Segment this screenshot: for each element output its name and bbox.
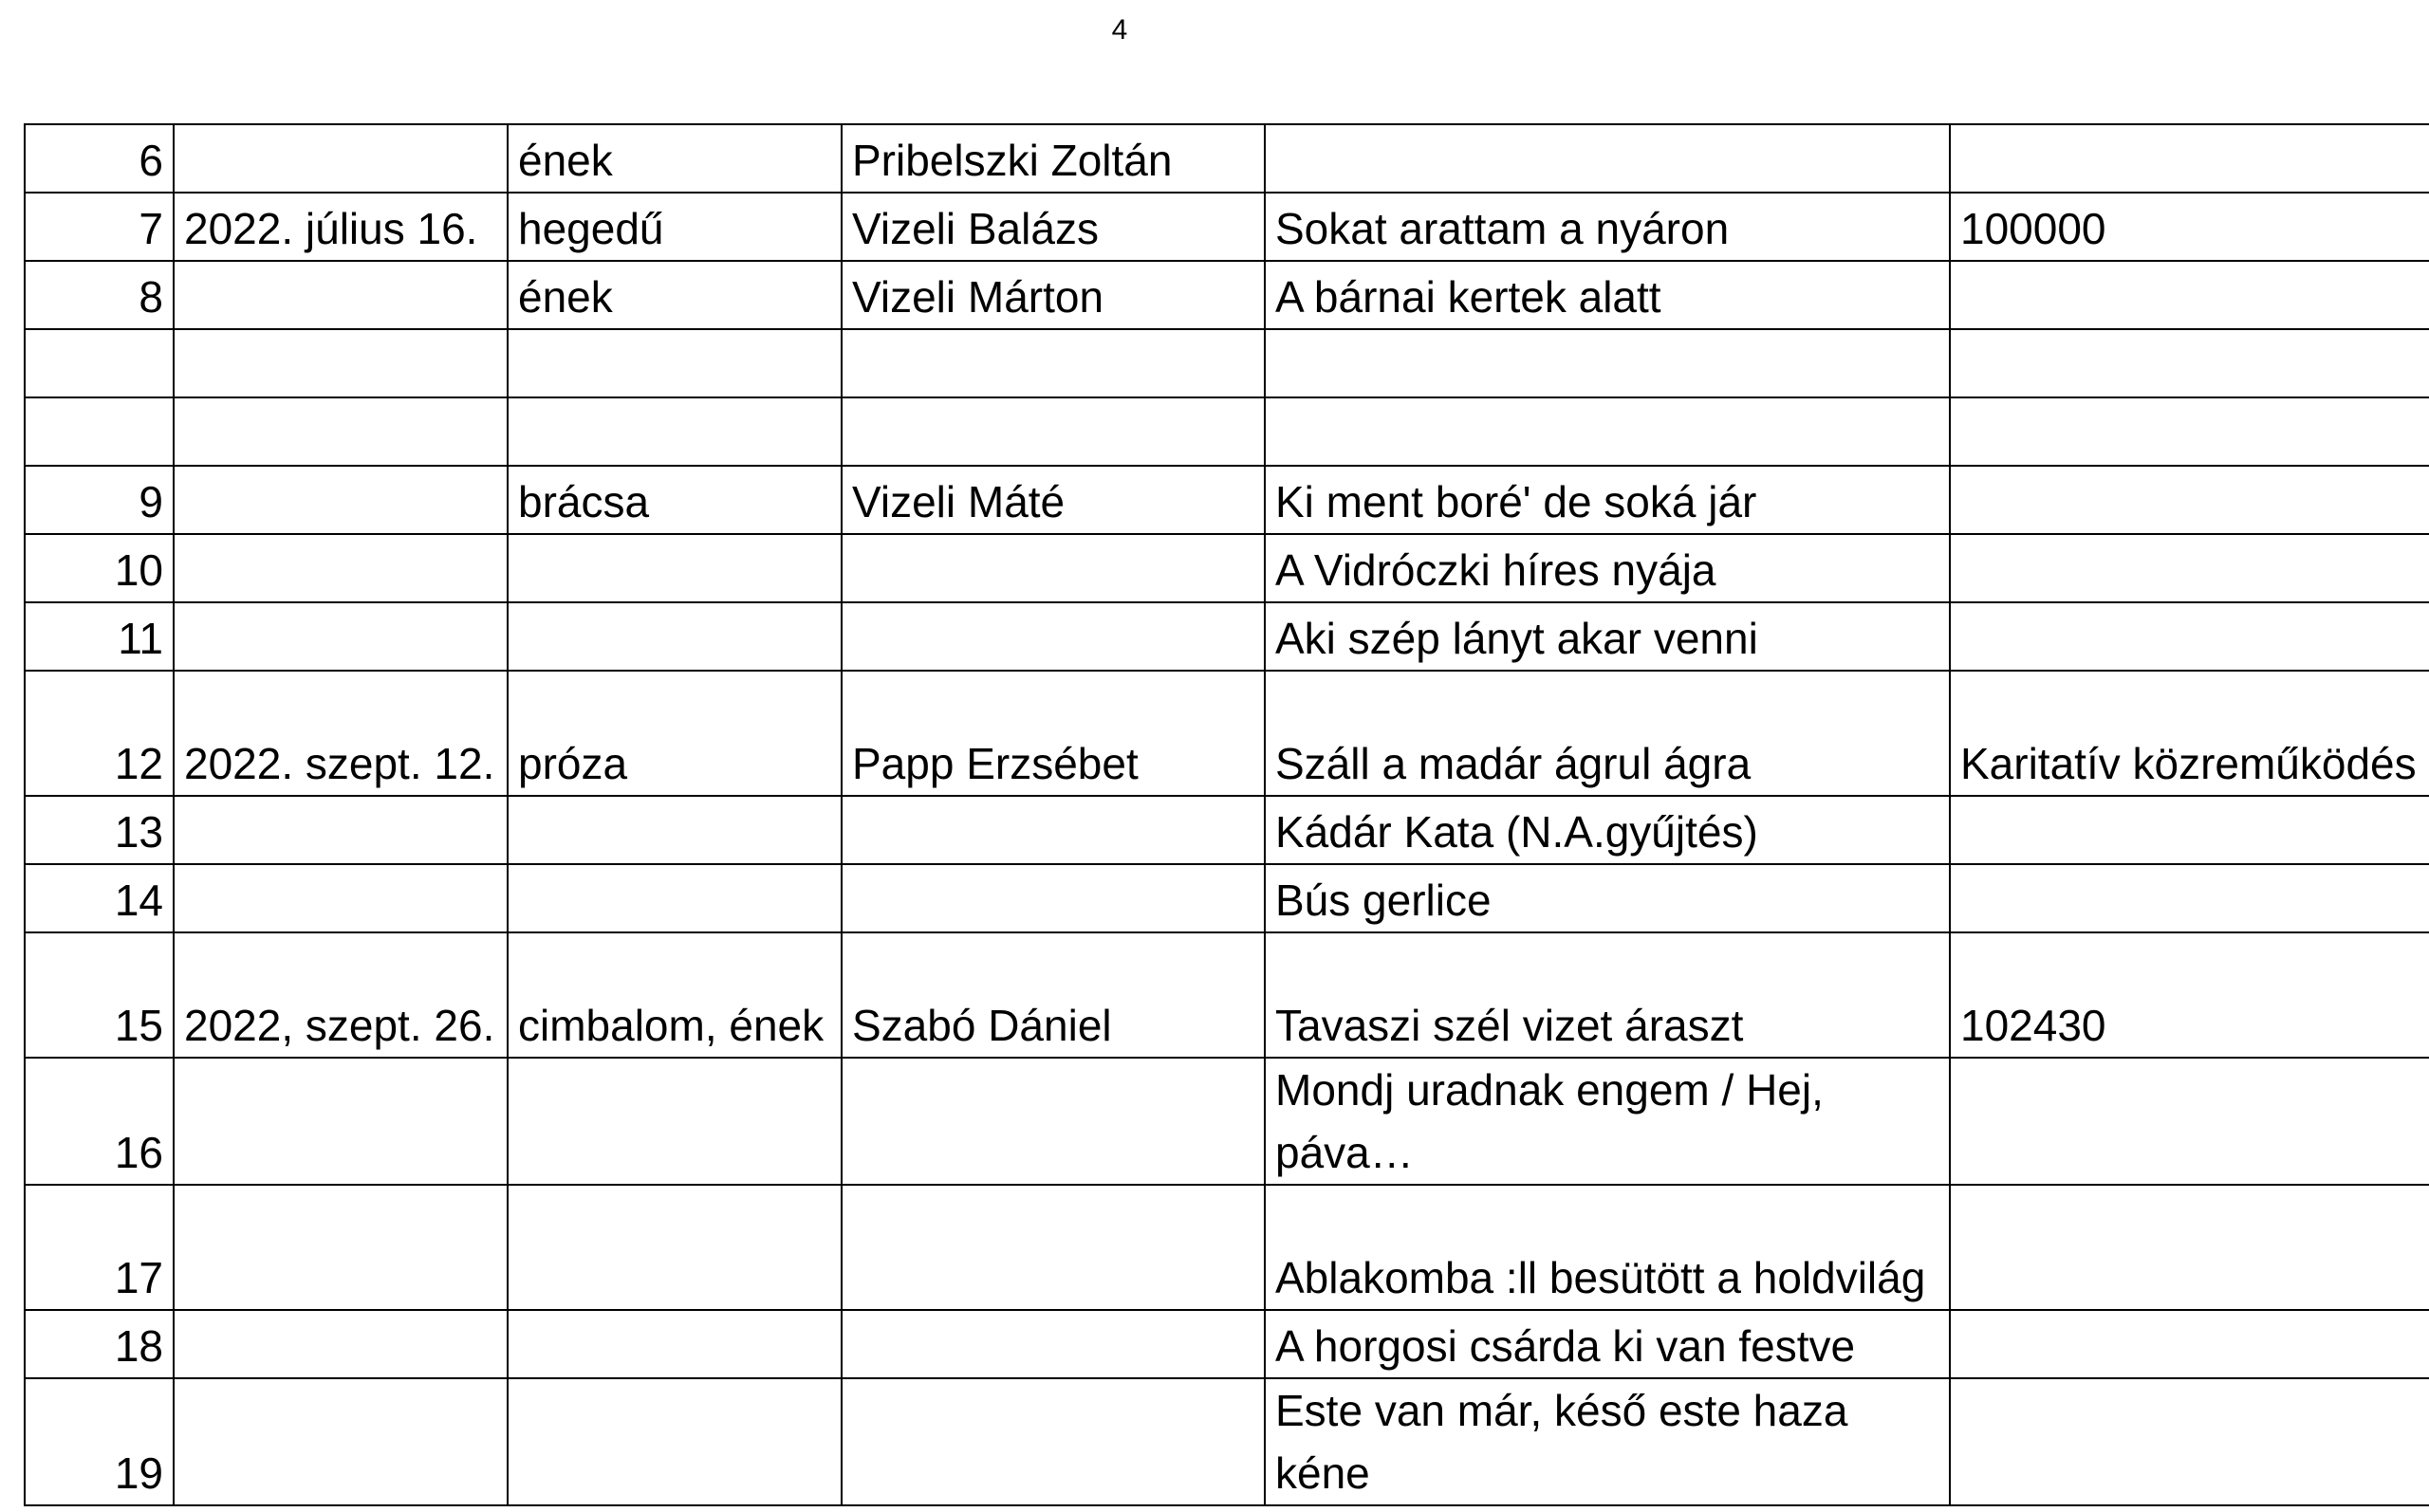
row-number: 9	[25, 466, 174, 534]
song-cell: Kádár Kata (N.A.gyűjtés)	[1265, 796, 1950, 864]
performer-cell: Vizeli Máté	[842, 466, 1265, 534]
table-row	[25, 602, 2429, 671]
song-cell: Este van már, késő este haza kéne	[1265, 1378, 1950, 1505]
table-row	[25, 796, 2429, 864]
note-cell	[1950, 864, 2429, 932]
instrument-cell	[508, 864, 842, 932]
performer-cell	[842, 1378, 1265, 1505]
instrument-cell: hegedű	[508, 193, 842, 261]
instrument-cell: cimbalom, ének	[508, 932, 842, 1058]
note-cell	[1950, 1378, 2429, 1505]
note-cell	[1950, 1310, 2429, 1378]
performer-cell: Vizeli Balázs	[842, 193, 1265, 261]
song-cell	[1265, 124, 1950, 193]
table-row	[25, 261, 2429, 329]
date-cell	[174, 124, 508, 193]
note-cell	[1950, 1058, 2429, 1185]
row-number: 19	[25, 1378, 174, 1505]
date-cell	[174, 534, 508, 602]
song-cell: Tavaszi szél vizet áraszt	[1265, 932, 1950, 1058]
note-cell	[1950, 124, 2429, 193]
note-cell	[1950, 397, 2429, 466]
instrument-cell: ének	[508, 124, 842, 193]
row-number: 7	[25, 193, 174, 261]
date-cell: 2022. szept. 12.	[174, 671, 508, 796]
row-number: 14	[25, 864, 174, 932]
song-cell: Mondj uradnak engem / Hej, páva…	[1265, 1058, 1950, 1185]
row-number: 16	[25, 1058, 174, 1185]
instrument-cell	[508, 397, 842, 466]
song-cell	[1265, 329, 1950, 397]
performer-cell	[842, 1310, 1265, 1378]
song-cell: Aki szép lányt akar venni	[1265, 602, 1950, 671]
note-cell: 102430	[1950, 932, 2429, 1058]
note-cell: Karitatív közreműködés	[1950, 671, 2429, 796]
song-cell: A horgosi csárda ki van festve	[1265, 1310, 1950, 1378]
song-cell	[1265, 397, 1950, 466]
note-cell	[1950, 261, 2429, 329]
row-number: 13	[25, 796, 174, 864]
row-number: 15	[25, 932, 174, 1058]
table-row	[25, 1058, 2429, 1185]
table-row	[25, 124, 2429, 193]
date-cell: 2022, szept. 26.	[174, 932, 508, 1058]
date-cell	[174, 329, 508, 397]
table-row	[25, 864, 2429, 932]
table-row	[25, 671, 2429, 796]
song-cell: Ki ment boré' de soká jár	[1265, 466, 1950, 534]
instrument-cell: brácsa	[508, 466, 842, 534]
note-cell	[1950, 329, 2429, 397]
performer-cell: Vizeli Márton	[842, 261, 1265, 329]
table-row	[25, 466, 2429, 534]
date-cell	[174, 1058, 508, 1185]
date-cell	[174, 1310, 508, 1378]
instrument-cell	[508, 1310, 842, 1378]
instrument-cell	[508, 602, 842, 671]
instrument-cell: próza	[508, 671, 842, 796]
table-row	[25, 1310, 2429, 1378]
date-cell	[174, 796, 508, 864]
note-cell	[1950, 466, 2429, 534]
performer-cell	[842, 1185, 1265, 1310]
performer-cell	[842, 534, 1265, 602]
date-cell	[174, 864, 508, 932]
table-row	[25, 1378, 2429, 1505]
table-row	[25, 534, 2429, 602]
table-row	[25, 397, 2429, 466]
song-cell: Sokat arattam a nyáron	[1265, 193, 1950, 261]
song-cell: Ablakomba :ll besütött a holdvilág	[1265, 1185, 1950, 1310]
date-cell	[174, 466, 508, 534]
instrument-cell: ének	[508, 261, 842, 329]
row-number: 11	[25, 602, 174, 671]
instrument-cell	[508, 1058, 842, 1185]
table-row	[25, 1185, 2429, 1310]
date-cell	[174, 397, 508, 466]
performer-cell	[842, 397, 1265, 466]
performance-table	[24, 123, 2429, 1506]
page-number: 4	[1111, 14, 1128, 46]
instrument-cell	[508, 796, 842, 864]
date-cell	[174, 1185, 508, 1310]
instrument-cell	[508, 329, 842, 397]
row-number: 10	[25, 534, 174, 602]
song-cell: A bárnai kertek alatt	[1265, 261, 1950, 329]
song-cell: Bús gerlice	[1265, 864, 1950, 932]
row-number: 12	[25, 671, 174, 796]
performer-cell	[842, 602, 1265, 671]
row-number: 8	[25, 261, 174, 329]
song-cell: Száll a madár ágrul ágra	[1265, 671, 1950, 796]
performer-cell: Pribelszki Zoltán	[842, 124, 1265, 193]
table-row	[25, 932, 2429, 1058]
performer-cell: Szabó Dániel	[842, 932, 1265, 1058]
row-number	[25, 397, 174, 466]
song-cell: A Vidróczki híres nyája	[1265, 534, 1950, 602]
performer-cell	[842, 796, 1265, 864]
row-number	[25, 329, 174, 397]
performer-cell: Papp Erzsébet	[842, 671, 1265, 796]
instrument-cell	[508, 534, 842, 602]
note-cell	[1950, 534, 2429, 602]
row-number: 18	[25, 1310, 174, 1378]
row-number: 17	[25, 1185, 174, 1310]
table-row	[25, 193, 2429, 261]
instrument-cell	[508, 1378, 842, 1505]
performer-cell	[842, 864, 1265, 932]
table-row	[25, 329, 2429, 397]
date-cell: 2022. július 16.	[174, 193, 508, 261]
note-cell	[1950, 1185, 2429, 1310]
performer-cell	[842, 1058, 1265, 1185]
date-cell	[174, 1378, 508, 1505]
instrument-cell	[508, 1185, 842, 1310]
note-cell: 100000	[1950, 193, 2429, 261]
row-number: 6	[25, 124, 174, 193]
performer-cell	[842, 329, 1265, 397]
note-cell	[1950, 796, 2429, 864]
note-cell	[1950, 602, 2429, 671]
date-cell	[174, 602, 508, 671]
date-cell	[174, 261, 508, 329]
